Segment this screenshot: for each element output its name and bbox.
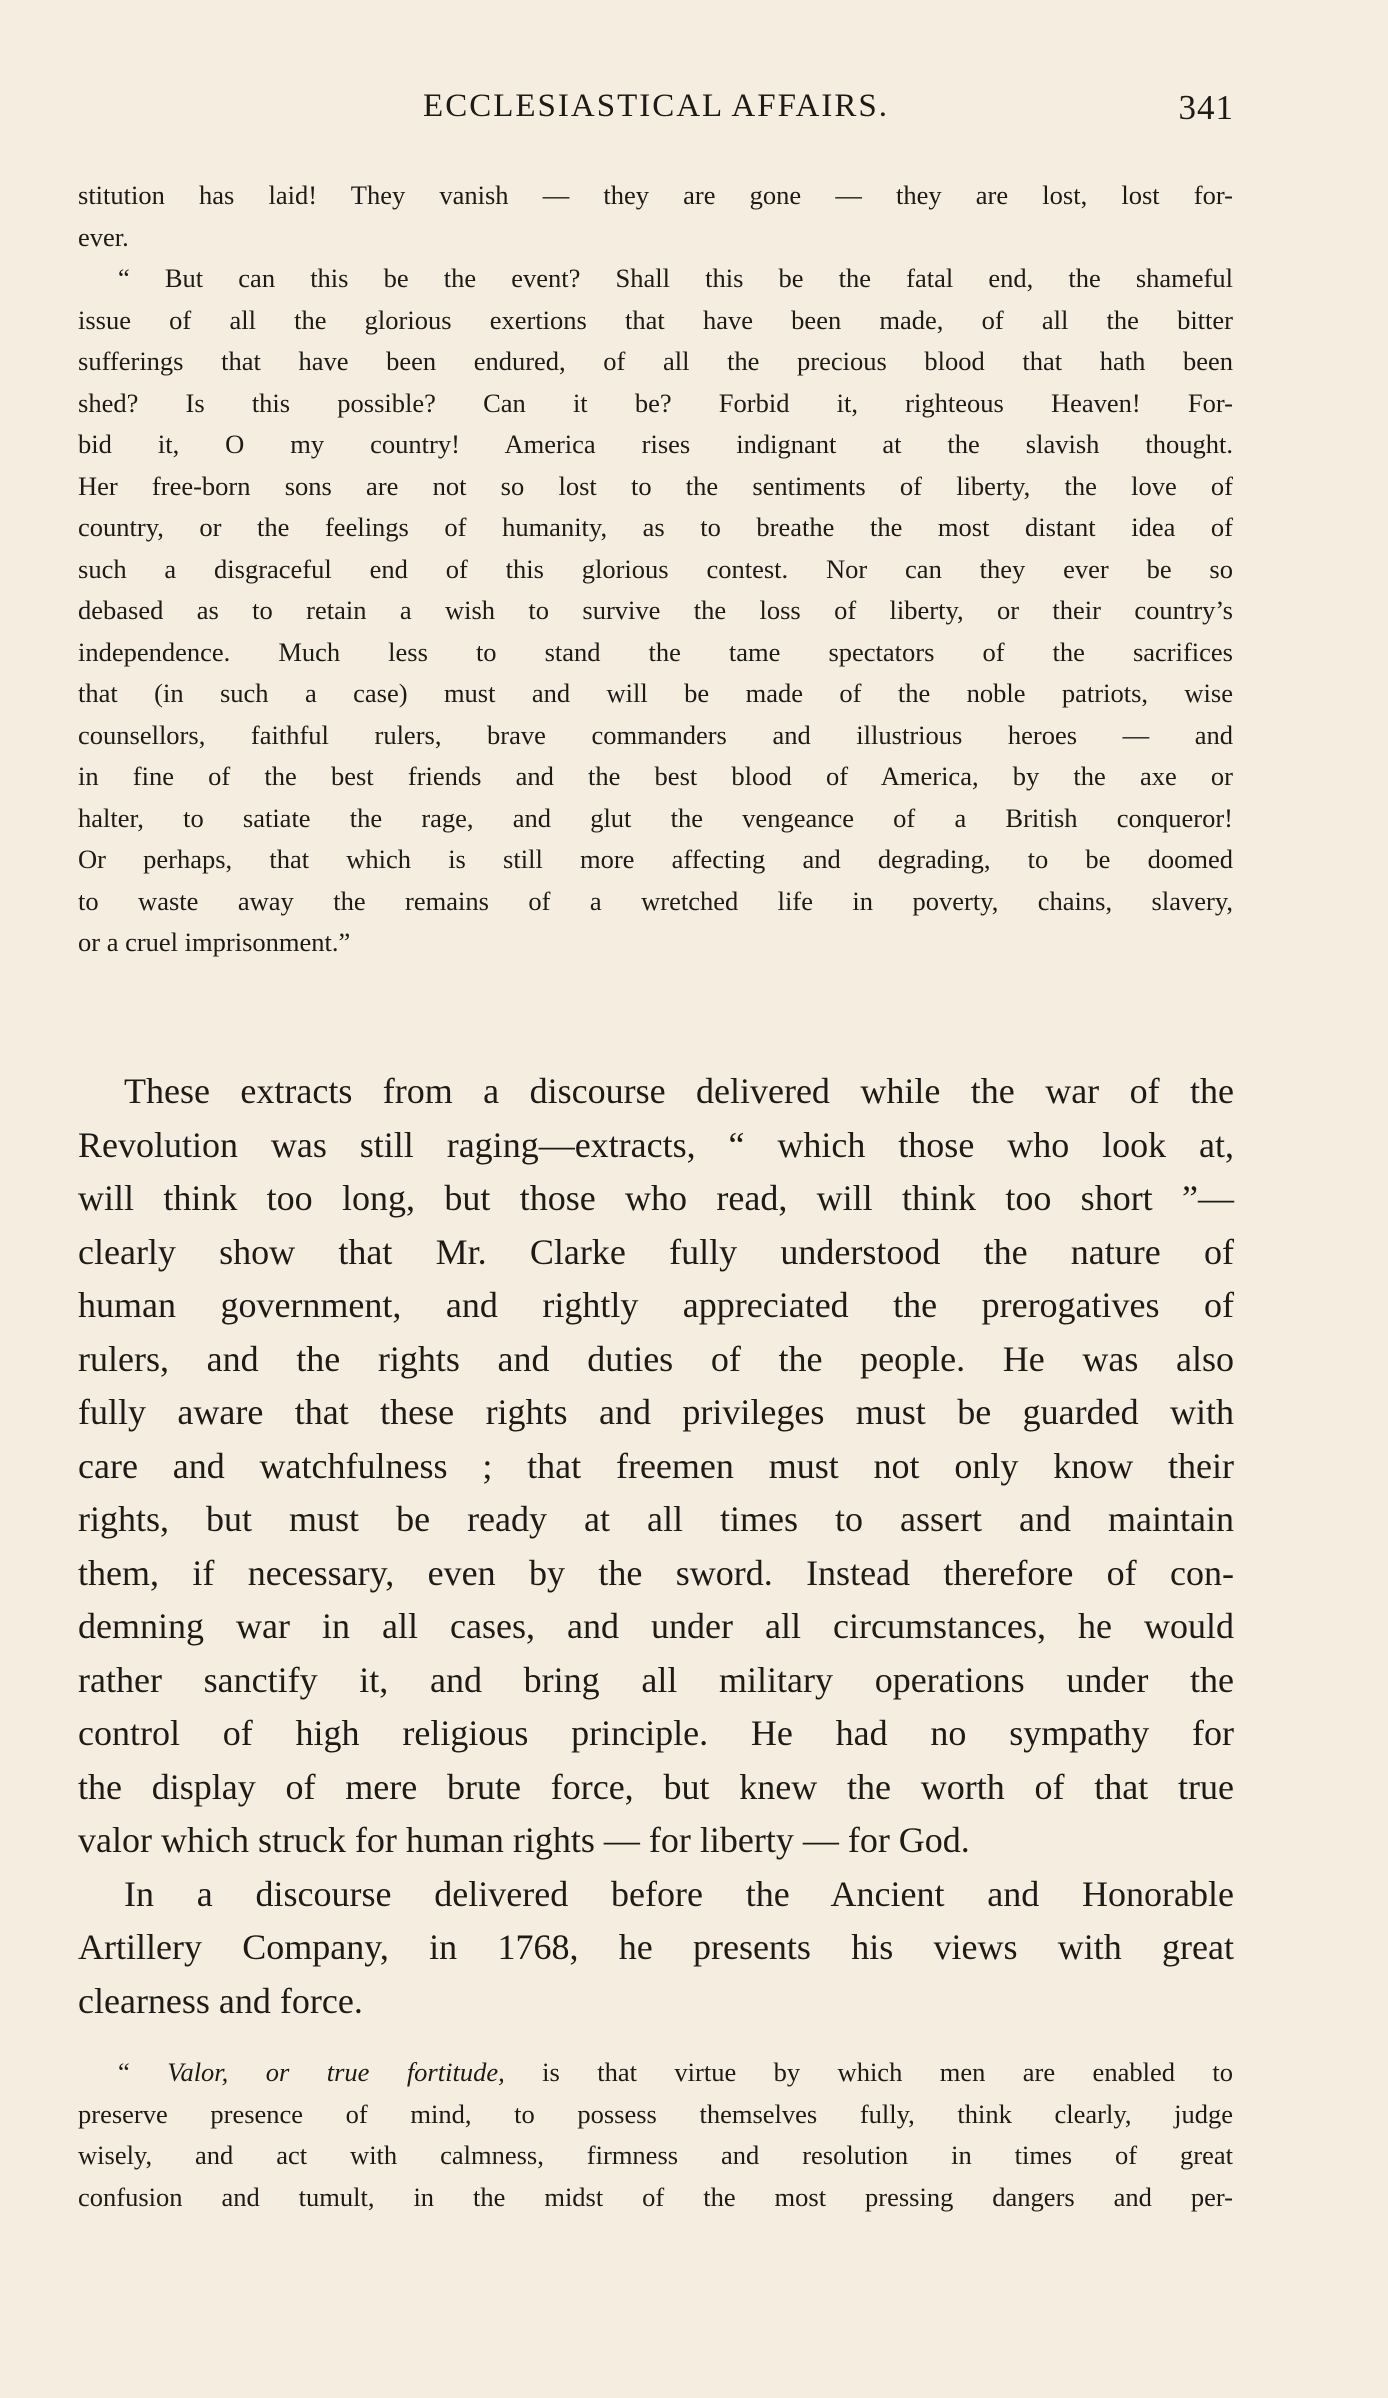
block-quote-bottom <box>78 2052 1233 2218</box>
text-line: valor which struck for human rights — for liberty — for God. <box>78 1820 970 1860</box>
first-line-rest: is that virtue by which men are enabled to <box>504 2057 1233 2087</box>
text-line: rights, but must be ready at all times to assert and maintain <box>78 1499 1234 1539</box>
text-line: In a discourse delivered before the Ancient and Honorable <box>124 1873 1234 1914</box>
text-line: confusion and tumult, in the midst of the most pressing dangers and per- <box>78 2181 1233 2212</box>
text-line: debased as to retain a wish to survive the loss of liberty, or their country’s <box>78 595 1233 625</box>
text-line: such a disgraceful end of this glorious contest. Nor can they ever be so <box>78 553 1233 584</box>
page-number: 341 <box>1178 88 1234 127</box>
italic-phrase: Valor, or true fortitude, <box>167 2057 505 2087</box>
text-line: counsellors, faithful rulers, brave commanders and illustrious heroes — and <box>78 719 1233 750</box>
text-line: control of high religious principle. He had no sympathy for <box>78 1713 1234 1753</box>
text-line: care and watchfulness ; that freemen must not only know their <box>78 1445 1234 1486</box>
text-line: country, or the feelings of humanity, as to breathe the most distant idea of <box>78 512 1233 542</box>
text-line <box>78 2052 1233 2094</box>
open-quote: “ <box>118 2057 168 2087</box>
text-line: human government, and rightly appreciated the prerogatives of <box>78 1285 1234 1325</box>
text-line: wisely, and act with calmness, firmness and resolution in times of great <box>78 2140 1233 2170</box>
text-line: independence. Much less to stand the tame spectators of the sacrifices <box>78 636 1233 667</box>
text-line: halter, to satiate the rage, and glut the vengeance of a British conqueror! <box>78 802 1233 833</box>
running-head: ECCLESIASTICAL AFFAIRS. <box>423 88 889 124</box>
text-line: stitution has laid! They vanish — they are gone — they are lost, lost for- <box>78 180 1233 210</box>
page-header <box>78 88 1234 138</box>
text-line: rulers, and the rights and duties of the people. He was also <box>78 1338 1234 1379</box>
text-line: Or perhaps, that which is still more affecting and degrading, to be doomed <box>78 844 1233 874</box>
text-line: demning war in all cases, and under all circumstances, he would <box>78 1606 1234 1646</box>
text-line: fully aware that these rights and privileges must be guarded with <box>78 1392 1234 1432</box>
text-line: “ But can this be the event? Shall this be the fatal end, the shameful <box>118 263 1233 293</box>
block-quote-top <box>78 175 1233 964</box>
text-line: will think too long, but those who read, will think too short ”— <box>78 1178 1234 1218</box>
text-line: bid it, O my country! America rises indignant at the slavish thought. <box>78 429 1233 459</box>
text-line: preserve presence of mind, to possess themselves fully, think clearly, judge <box>78 2098 1233 2129</box>
text-line: or a cruel imprisonment.” <box>78 927 351 957</box>
text-line: Her free-born sons are not so lost to the sentiments of liberty, the love of <box>78 470 1233 501</box>
text-line: sufferings that have been endured, of all the precious blood that hath been <box>78 346 1233 376</box>
text-line: Artillery Company, in 1768, he presents his views with great <box>78 1927 1234 1967</box>
text-line: shed? Is this possible? Can it be? Forbid it, righteous Heaven! For- <box>78 387 1233 418</box>
text-line: ever. <box>78 221 129 252</box>
text-line: These extracts from a discourse delivered while the war of the <box>124 1071 1234 1111</box>
text-line: Revolution was still raging—extracts, “ which those who look at, <box>78 1124 1234 1165</box>
text-line: that (in such a case) must and will be made of the noble patriots, wise <box>78 678 1233 708</box>
text-line: rather sanctify it, and bring all military operations under the <box>78 1659 1234 1700</box>
text-line: issue of all the glorious exertions that have been made, of all the bitter <box>78 304 1233 335</box>
text-line: to waste away the remains of a wretched life in poverty, chains, slavery, <box>78 885 1233 916</box>
text-line: clearly show that Mr. Clarke fully understood the nature of <box>78 1231 1234 1272</box>
text-line: clearness and force. <box>78 1980 363 2021</box>
text-line: them, if necessary, even by the sword. Instead therefore of con- <box>78 1552 1234 1593</box>
text-line: in fine of the best friends and the best blood of America, by the axe or <box>78 761 1233 791</box>
text-line: the display of mere brute force, but knew the worth of that true <box>78 1766 1234 1807</box>
body-text <box>78 1065 1234 2028</box>
